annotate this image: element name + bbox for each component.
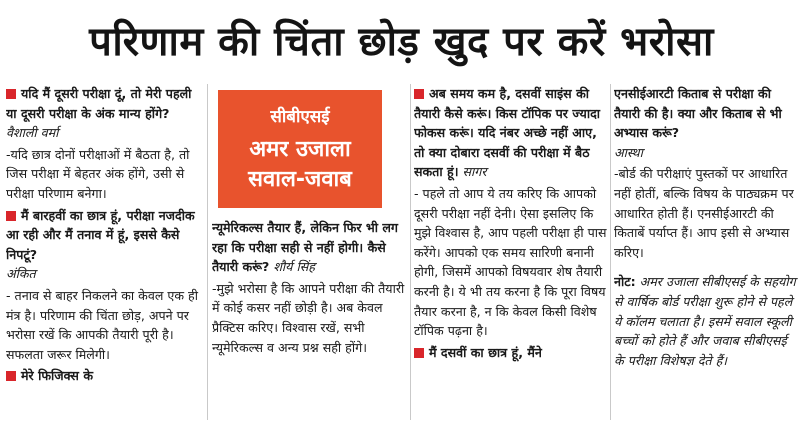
question-text: मैं बारहवीं का छात्र हूं, परीक्षा नजदीक आ रही और मैं तनाव में हूं, इससे कैसे निपटूं? [6, 207, 195, 262]
question-2 [6, 206, 202, 284]
column-2 [212, 218, 408, 424]
question-text: मैं दसवीं का छात्र हूं, मैंने [429, 344, 542, 360]
asker-name: आस्था [614, 144, 643, 160]
editor-note [614, 272, 798, 370]
column-divider [610, 84, 611, 420]
column-divider [207, 84, 208, 420]
question-text: मेरे फिजिक्स के [21, 368, 94, 384]
asker-name: अंकित [6, 266, 36, 282]
question-text: न्यूमेरिकल्स तैयार हैं, लेकिन फिर भी लग रहा कि परीक्षा सही से नहीं होगी। कैसे तैयारी करूं? [212, 220, 398, 275]
bullet-square-icon [414, 348, 424, 358]
note-label: नोट: [614, 274, 636, 290]
question-continued [212, 218, 408, 277]
asker-name: वैशाली वर्मा [6, 125, 59, 141]
answer: -बोर्ड की परीक्षाएं पुस्तकों पर आधारित नहीं होतीं, बल्कि विषय के पाठ्यक्रम पर आधारित होती हैं। एनसीईआरटी की किताबें पर्याप्त हैं। आप इसी से अभ्यास करिए। [614, 166, 794, 260]
question-1 [6, 84, 202, 143]
question-text: अब समय कम है, दसवीं साइंस की तैयारी कैसे करूं। किस टॉपिक पर ज्यादा फोकस करूं। यदि नंबर अच्छे नहीं आए, तो क्या दोबारा दसवीं की परीक्षा में बैठ सकता हूं। [414, 86, 601, 180]
asker-name: सागर [462, 164, 487, 180]
question-3 [6, 366, 202, 386]
asker-name: शौर्य सिंह [273, 259, 315, 275]
column-4 [614, 84, 798, 424]
badge-line-qa: सवाल-जवाब [248, 166, 352, 192]
column-3 [414, 84, 608, 424]
answer-1: -यदि छात्र दोनों परीक्षाओं में बैठता है, तो जिस परीक्षा में बेहतर अंक होंगे, उसी से परीक्षा परिणाम बनेगा। [6, 146, 190, 201]
column-divider [410, 84, 411, 420]
bullet-square-icon [414, 89, 424, 99]
badge-line-cbse: सीबीएसई [270, 106, 330, 127]
bullet-square-icon [6, 211, 16, 221]
answer: -मुझे भरोसा है कि आपने परीक्षा की तैयारी में कोई कसर नहीं छोड़ी है। अब केवल प्रैक्टिस करिए। विश्वास रखें, सभी न्यूमेरिकल्स व अन्य प्रश्न सही होंगे। [212, 280, 405, 355]
note-text: अमर उजाला सीबीएसई के सहयोग से वार्षिक बोर्ड परीक्षा शुरू होने से पहले ये कॉलम चलाता है। इसमें सवाल स्कूली बच्चों को होते हैं और जवाब सीबीएसई के परीक्षा विशेषज्ञ देते हैं। [614, 274, 796, 368]
answer-2: - तनाव से बाहर निकलने का केवल एक ही मंत्र है। परिणाम की चिंता छोड़, अपने पर भरोसा रखें कि आपकी तैयारी पूरी है। सफलता जरूर मिलेगी। [6, 287, 198, 362]
question-2 [414, 343, 608, 363]
question [414, 84, 608, 182]
question-text: यदि मैं दूसरी परीक्षा दूं, तो मेरी पहली या दूसरी परीक्षा के अंक मान्य होंगे? [6, 86, 192, 121]
question-text: एनसीईआरटी किताब से परीक्षा की तैयारी की है। क्या और किताब से भी अभ्यास करूं? [614, 86, 782, 141]
bullet-square-icon [6, 89, 16, 99]
headline: परिणाम की चिंता छोड़ खुद पर करें भरोसा [89, 18, 714, 65]
column-1 [6, 84, 202, 424]
answer: - पहले तो आप ये तय करिए कि आपको दूसरी परीक्षा नहीं देनी। ऐसा इसलिए कि मुझे विश्वास है, आप पहली परीक्षा ही पास करेंगे। आपको एक समय सारिणी बनानी होगी, जिसमें आपको विषयवार शेष तैयारी करनी है। ये भी तय करना है कि पूरा विषय तैयार करना है, न कि केवल किसी विशेष टॉपिक पढ़ना है। [414, 185, 607, 339]
badge-line-amar-ujala: अमर उजाला [249, 136, 351, 162]
bullet-square-icon [6, 371, 16, 381]
column-badge [218, 90, 382, 208]
question-continued [614, 84, 798, 162]
